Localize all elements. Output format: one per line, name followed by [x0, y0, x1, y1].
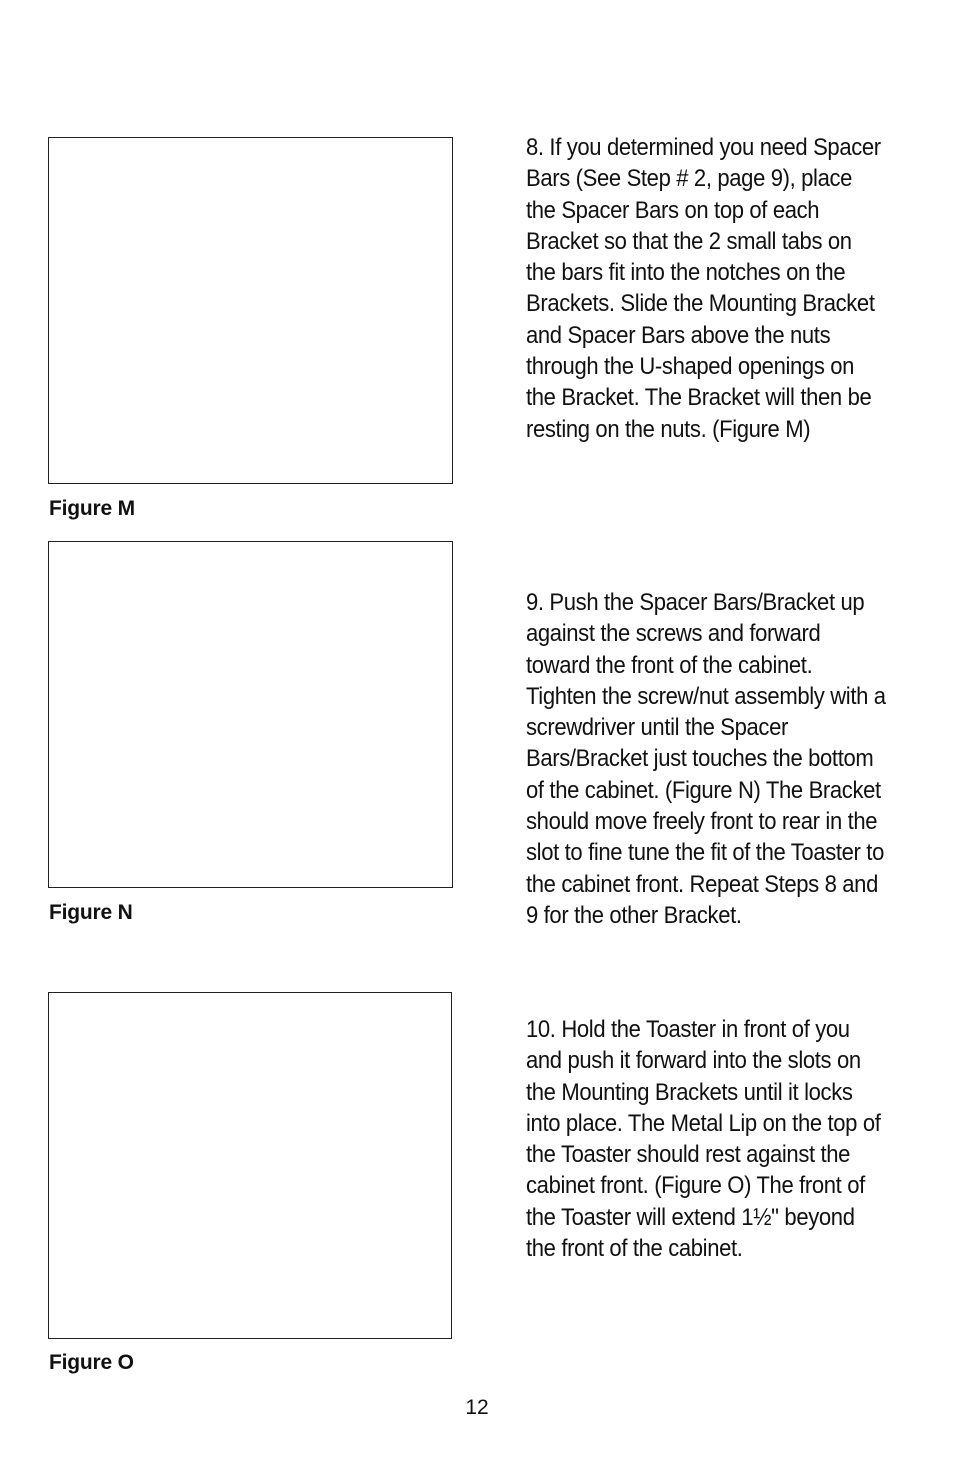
page-number: 12 [465, 1396, 489, 1419]
step-9-text: 9. Push the Spacer Bars/Bracket up against the screws and forward toward the front of the cabinet. Tighten the screw/nut assembly with a screwdriver until the Spacer Bars/Bracket just touches the bottom of the cabinet. (Figure N) The Bracket should move freely front to rear in the slot to fine tune the fit of the Toaster to the cabinet front. Repeat Steps 8 and 9 for the other Bracket. [526, 589, 886, 929]
figure-m-caption: Figure M [49, 497, 135, 520]
figure-n-caption: Figure N [49, 901, 133, 924]
step-10-text: 10. Hold the Toaster in front of you and push it forward into the slots on the Mounting Brackets until it locks into place. The Metal Lip on the top of the Toaster should rest against the cabinet front. (Figure O) The front of the Toaster will extend 1½" beyond the front of the cabinet. [526, 1016, 881, 1263]
figure-n-image [48, 541, 453, 888]
step-8-text: 8. If you determined you need Spacer Bars (See Step # 2, page 9), place the Spacer Bars on top of each Bracket so that the 2 small tabs on the bars fit into the notches on the Brackets. Slide the Mounting Bracket and Spacer Bars above the nuts through the U-shaped openings on the Bracket. The Bracket will then be resting on the nuts. (Figure M) [526, 134, 881, 443]
figure-m-image [48, 137, 453, 484]
figure-o-caption: Figure O [49, 1351, 134, 1374]
figure-o-image [48, 992, 452, 1339]
